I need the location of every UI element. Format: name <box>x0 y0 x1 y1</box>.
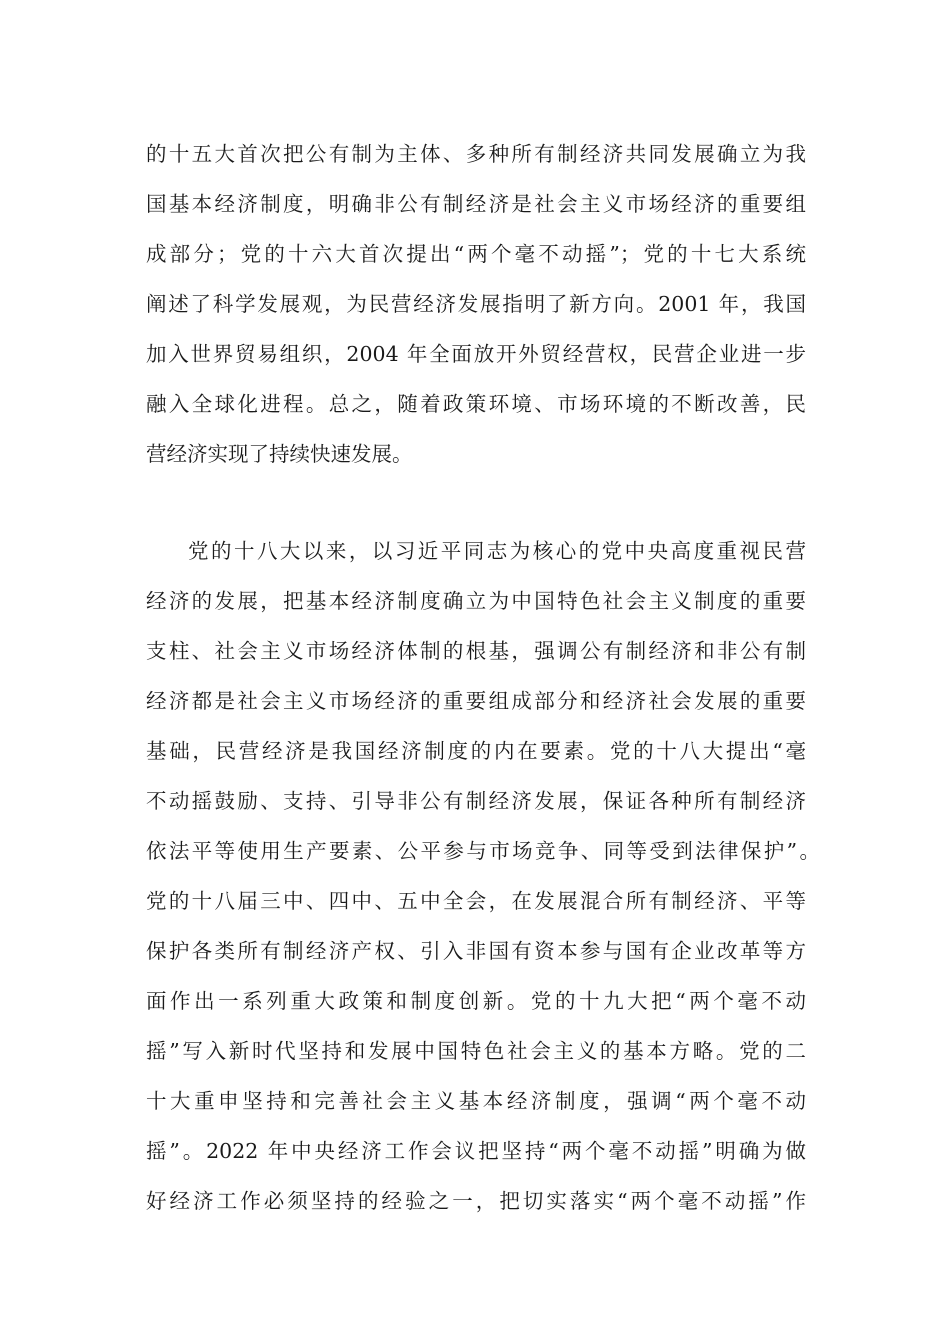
text-line: 不动摇鼓励、支持、引导非公有制经济发展，保证各种所有制经济 <box>146 789 806 813</box>
text-line: 基础，民营经济是我国经济制度的内在要素。党的十八大提出“毫 <box>146 739 806 763</box>
text-line: 加入世界贸易组织，2004 年全面放开外贸经营权，民营企业进一步 <box>146 342 806 366</box>
text-line: 好经济工作必须坚持的经验之一，把切实落实“两个毫不动摇”作 <box>146 1189 806 1213</box>
text-line: 经济的发展，把基本经济制度确立为中国特色社会主义制度的重要 <box>146 589 806 613</box>
text-line: 摇”。2022 年中央经济工作会议把坚持“两个毫不动摇”明确为做 <box>146 1139 806 1163</box>
text-line: 经济都是社会主义市场经济的重要组成部分和经济社会发展的重要 <box>146 689 806 713</box>
text-line: 的十五大首次把公有制为主体、多种所有制经济共同发展确立为我 <box>146 142 806 166</box>
text-line: 营经济实现了持续快速发展。 <box>146 442 413 466</box>
text-line: 面作出一系列重大政策和制度创新。党的十九大把“两个毫不动 <box>146 989 806 1013</box>
text-line: 支柱、社会主义市场经济体制的根基，强调公有制经济和非公有制 <box>146 639 806 663</box>
text-line: 国基本经济制度，明确非公有制经济是社会主义市场经济的重要组 <box>146 192 806 216</box>
text-line: 党的十八届三中、四中、五中全会，在发展混合所有制经济、平等 <box>146 889 806 913</box>
text-line: 摇”写入新时代坚持和发展中国特色社会主义的基本方略。党的二 <box>146 1039 806 1063</box>
text-line: 成部分；党的十六大首次提出“两个毫不动摇”；党的十七大系统 <box>146 242 806 266</box>
text-line: 依法平等使用生产要素、公平参与市场竞争、同等受到法律保护”。 <box>146 839 820 863</box>
text-line: 十大重申坚持和完善社会主义基本经济制度，强调“两个毫不动 <box>146 1089 806 1113</box>
text-line: 阐述了科学发展观，为民营经济发展指明了新方向。2001 年，我国 <box>146 292 806 316</box>
text-line: 党的十八大以来，以习近平同志为核心的党中央高度重视民营 <box>188 539 806 563</box>
text-line: 融入全球化进程。总之，随着政策环境、市场环境的不断改善，民 <box>146 392 806 416</box>
text-line: 保护各类所有制经济产权、引入非国有资本参与国有企业改革等方 <box>146 939 806 963</box>
